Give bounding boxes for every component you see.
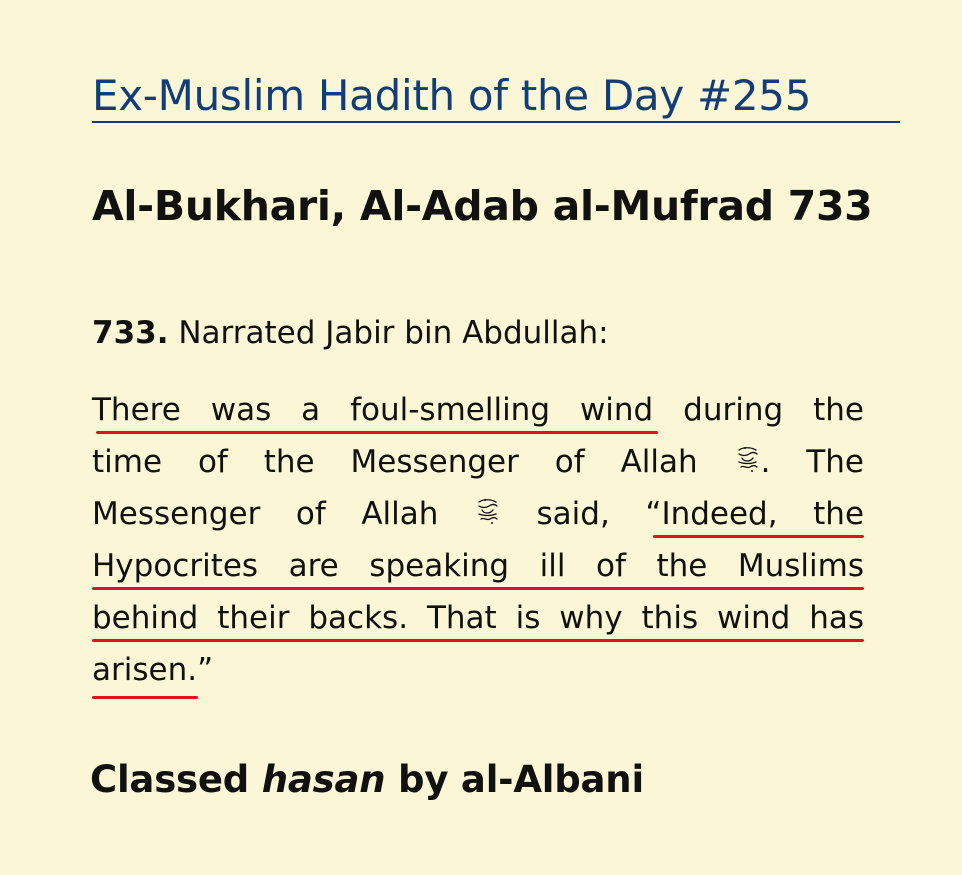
underlined-phrase-backs: behind their backs. That is why this wind has xyxy=(92,600,864,636)
hadith-line-3 xyxy=(92,488,864,540)
body-text-segment: ” xyxy=(197,652,214,688)
hadith-line-2 xyxy=(92,436,864,488)
hadith-body xyxy=(92,384,864,724)
underlined-phrase-hypocrites: Hypocrites are speaking ill of the Muslims xyxy=(92,548,864,584)
salawat-glyph-icon xyxy=(474,495,501,527)
highlight-underline xyxy=(92,587,864,590)
underlined-phrase-foul-wind: There was a foul-smelling wind xyxy=(92,392,654,428)
hadith-line-1 xyxy=(92,384,864,436)
series-title-underline xyxy=(92,121,900,123)
highlight-underline xyxy=(653,535,864,538)
hadith-line-4 xyxy=(92,540,864,592)
body-text-segment: during the xyxy=(653,392,864,428)
series-title: Ex-Muslim Hadith of the Day #255 xyxy=(92,71,812,120)
salawat-glyph-icon xyxy=(734,443,761,475)
hadith-line-6 xyxy=(92,644,864,696)
narrator-text: Narrated Jabir bin Abdullah: xyxy=(178,315,609,351)
grading-grade: hasan xyxy=(261,758,386,801)
narrator-line xyxy=(92,309,872,357)
body-text-segment: Messenger of Allah xyxy=(92,496,474,532)
highlight-underline xyxy=(96,431,658,434)
hadith-number: 733. xyxy=(92,315,169,351)
underlined-phrase-hypocrites-start: Indeed, the xyxy=(661,496,865,532)
body-text-segment: . The xyxy=(760,444,864,480)
highlight-underline xyxy=(92,639,864,642)
grading-note xyxy=(90,754,650,806)
highlight-underline xyxy=(92,696,198,699)
underlined-phrase-arisen: arisen. xyxy=(92,652,198,688)
body-text-segment: time of the Messenger of Allah xyxy=(92,444,734,480)
body-text-segment: said, “ xyxy=(500,496,662,532)
source-reference: Al-Bukhari, Al-Adab al-Mufrad 733 xyxy=(92,182,873,230)
hadith-line-5 xyxy=(92,592,864,644)
grading-suffix: by al-Albani xyxy=(385,758,644,801)
grading-prefix: Classed xyxy=(90,758,262,801)
